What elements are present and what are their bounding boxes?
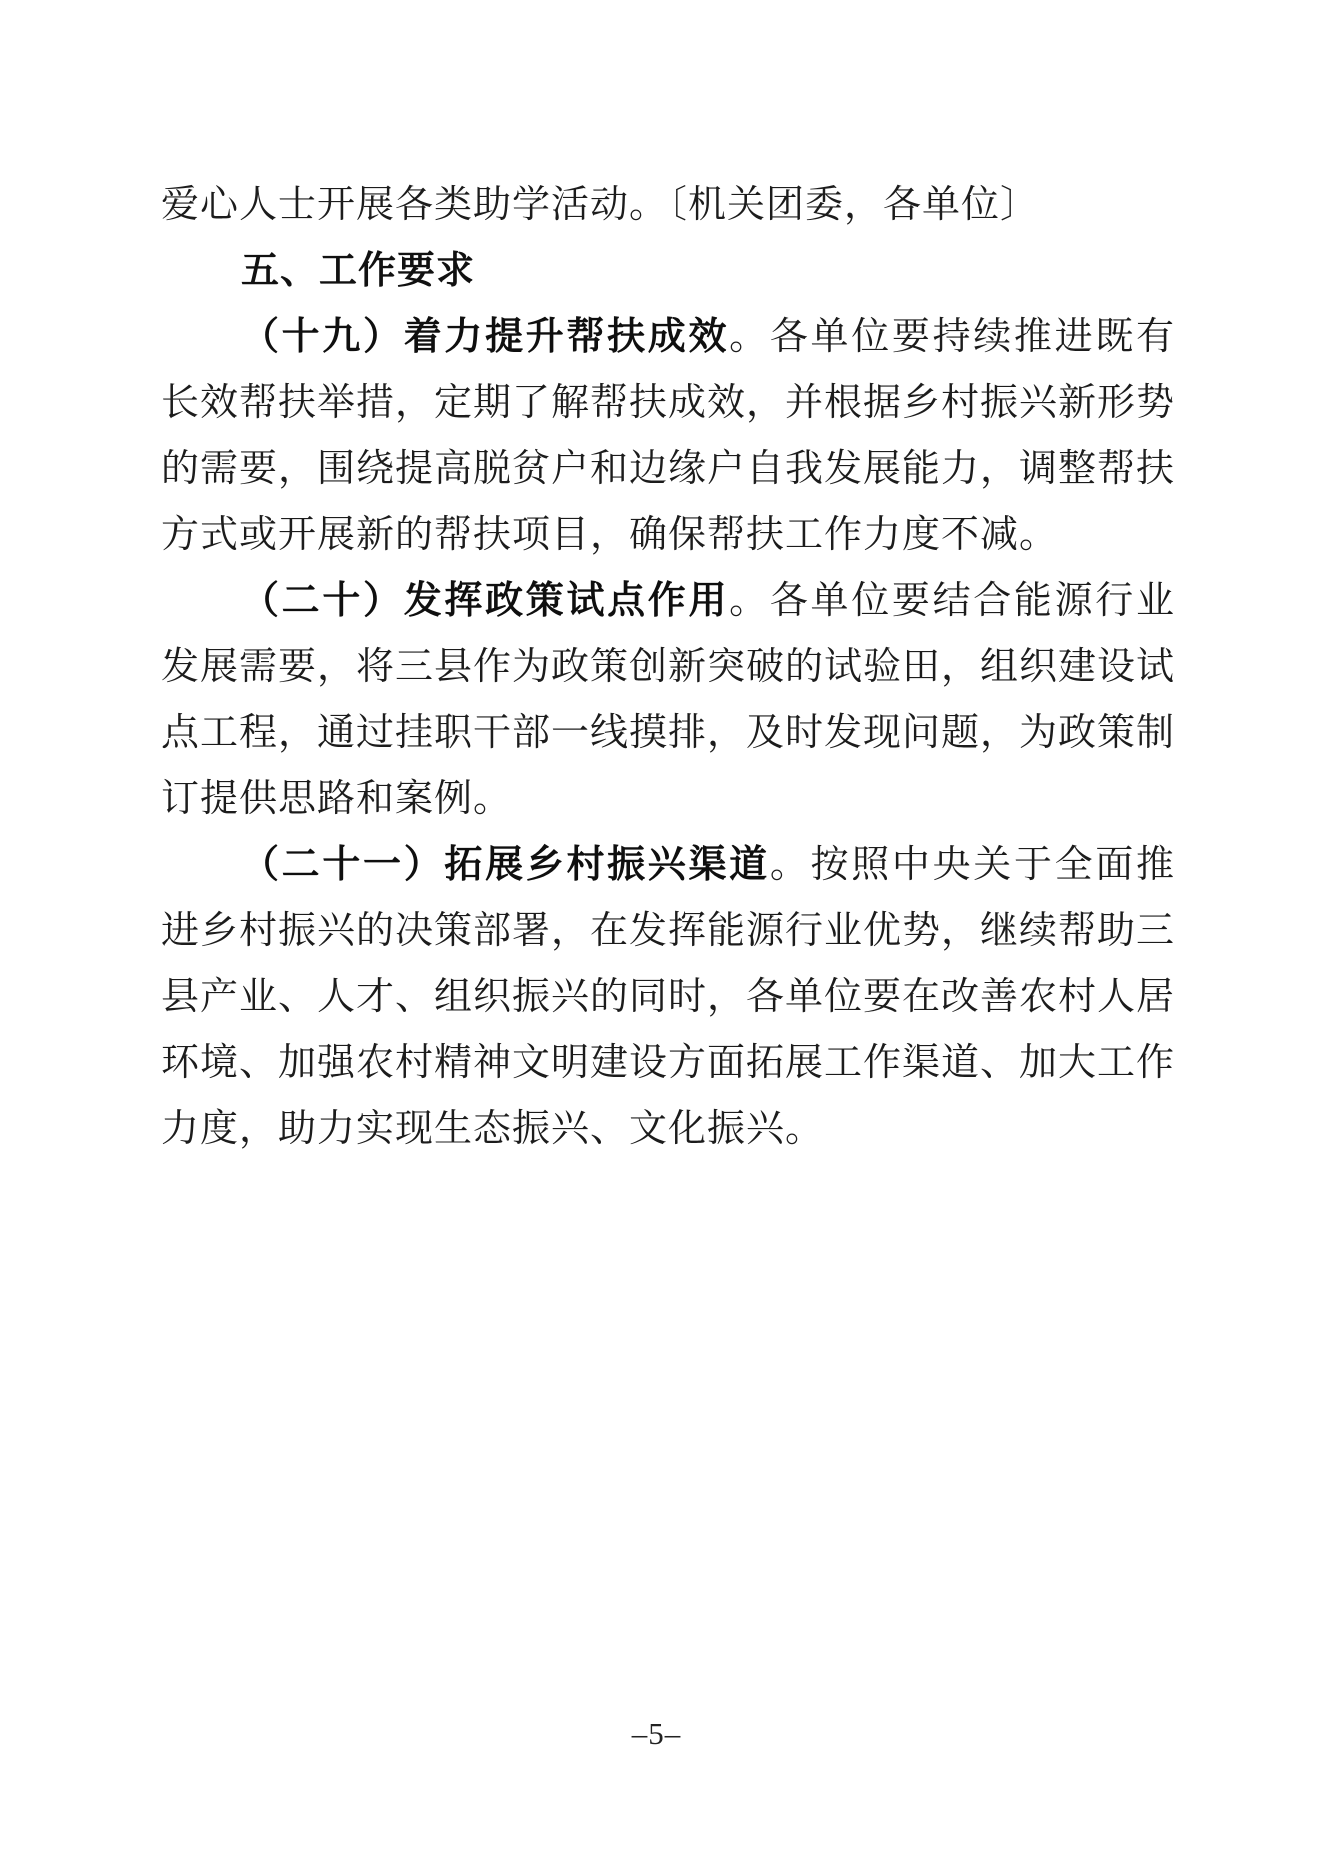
document-body	[161, 172, 1175, 1162]
page-number: –5–	[631, 1716, 682, 1751]
paragraph-20-lead: （二十）发挥政策试点作用	[241, 580, 730, 622]
continuation-line: 爱心人士开展各类助学活动。〔机关团委，各单位〕	[161, 184, 1040, 226]
paragraph-21	[161, 832, 1175, 1162]
section-heading: 五、工作要求	[241, 250, 476, 292]
paragraph-19-body: 。各单位要持续推进既有长效帮扶举措，定期了解帮扶成效，并根据乡村振兴新形势的需要，围绕提高脱贫户和边缘户自我发展能力，调整帮扶方式或开展新的帮扶项目，确保帮扶工作力度不减。	[161, 316, 1176, 556]
paragraph-20-body: 。各单位要结合能源行业发展需要，将三县作为政策创新突破的试验田，组织建设试点工程，通过挂职干部一线摸排，及时发现问题，为政策制订提供思路和案例。	[161, 580, 1176, 820]
paragraph-21-body: 。按照中央关于全面推进乡村振兴的决策部署，在发挥能源行业优势，继续帮助三县产业、人才、组织振兴的同时，各单位要在改善农村人居环境、加强农村精神文明建设方面拓展工作渠道、加大工作力度，助力实现生态振兴、文化振兴。	[161, 844, 1176, 1150]
paragraph-19	[161, 304, 1175, 568]
paragraph-19-lead: （十九）着力提升帮扶成效	[241, 316, 730, 358]
paragraph-20	[161, 568, 1175, 832]
paragraph-21-lead: （二十一）拓展乡村振兴渠道	[241, 844, 770, 886]
